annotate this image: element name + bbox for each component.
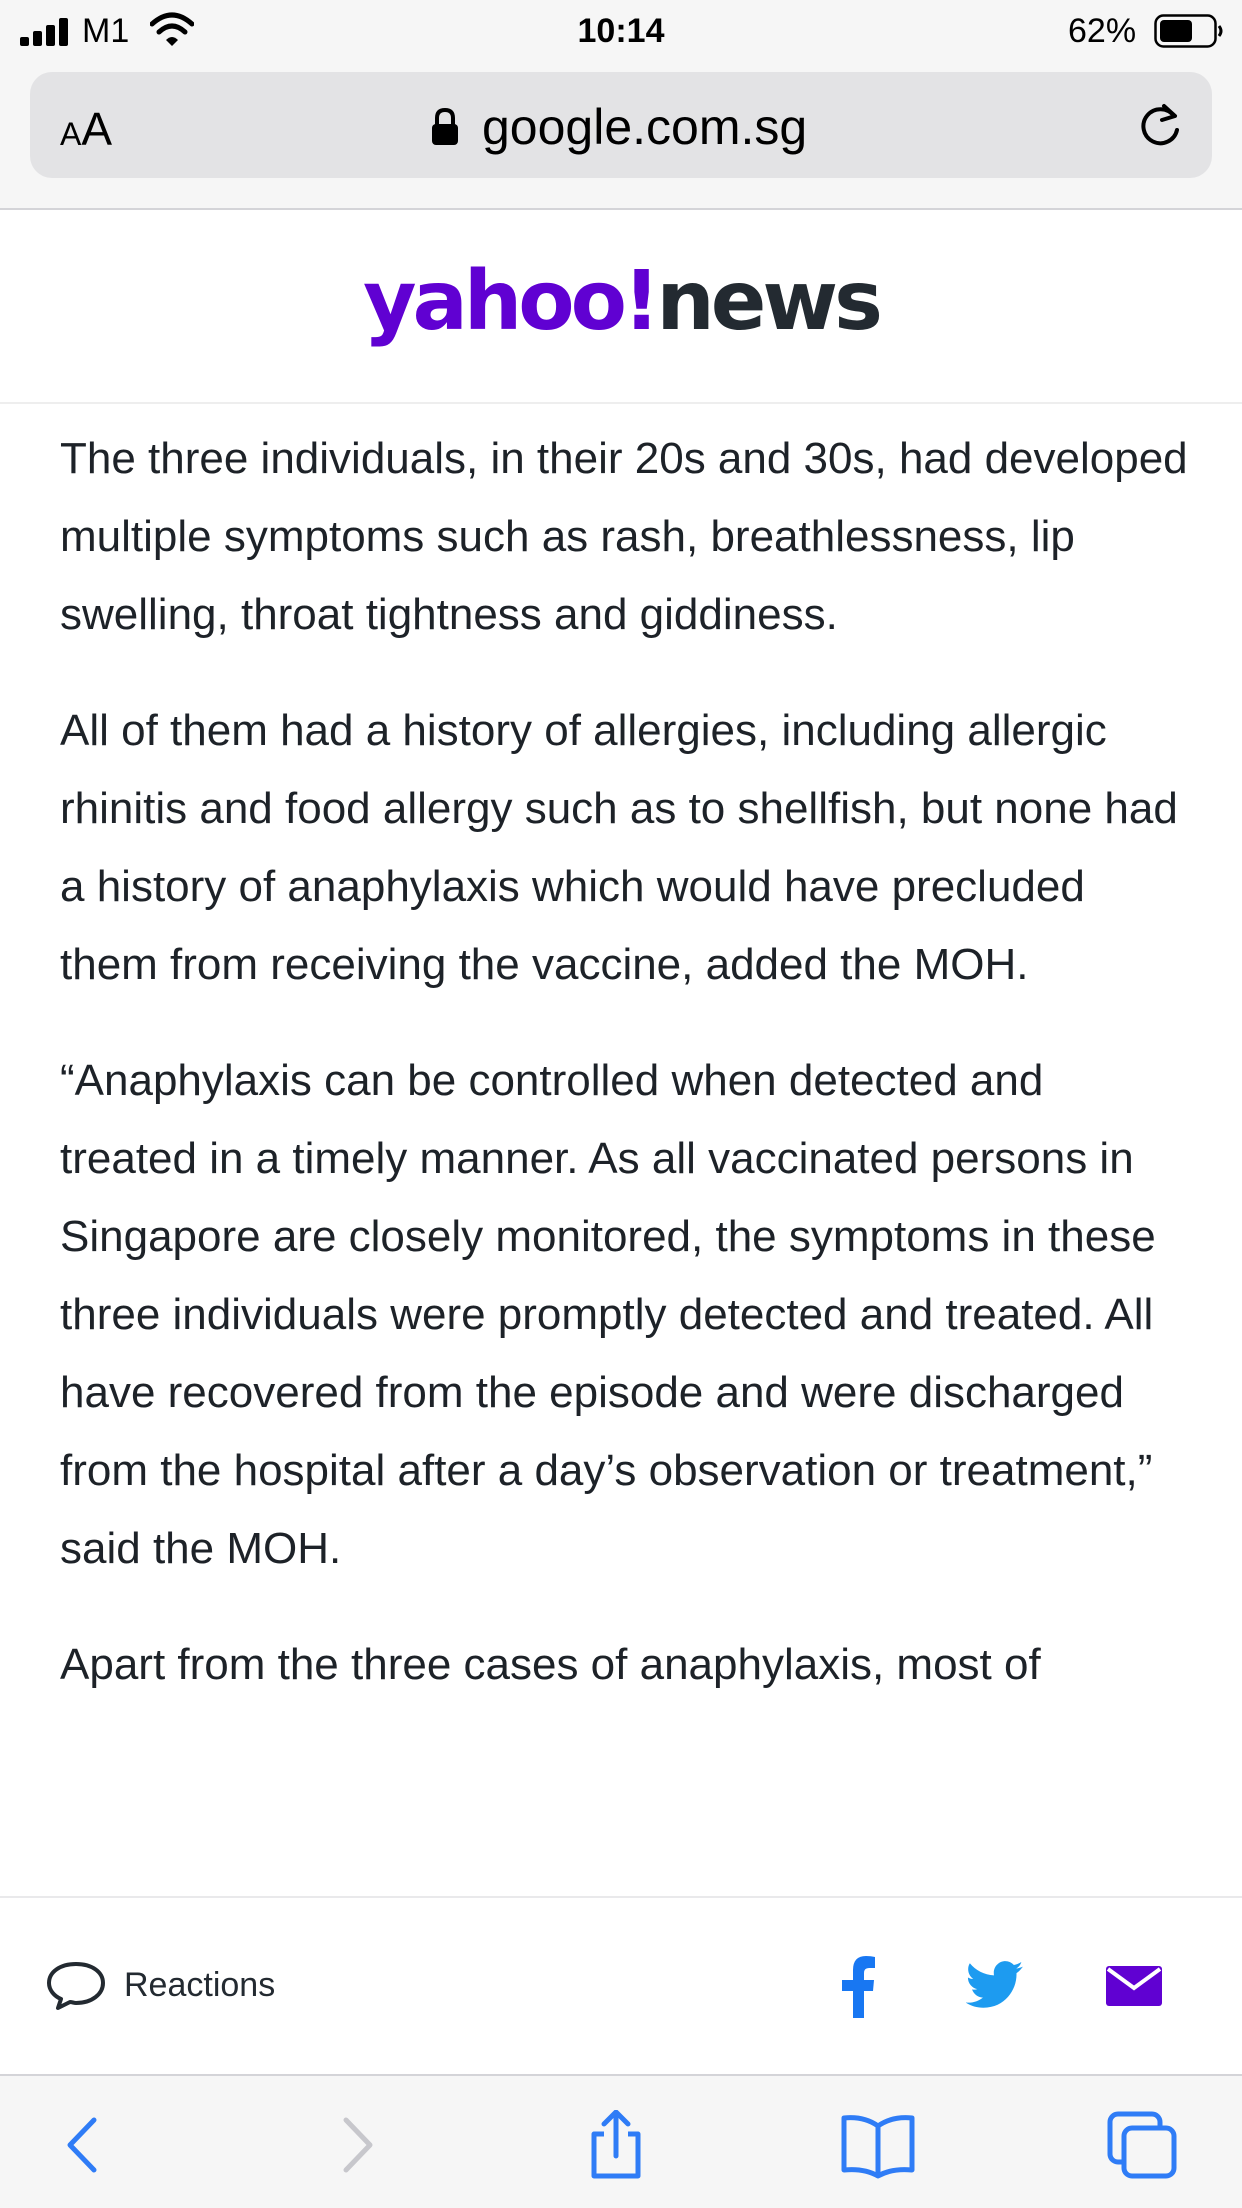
article-paragraph: Apart from the three cases of anaphylaxis, most of [60, 1640, 1041, 1689]
article-paragraph: All of them had a history of allergies, including allergic rhinitis and food allergy such as to shellfish, but none had a history of anaphylaxis which would have precluded them from receiving the vaccine, added the MOH. [60, 706, 1178, 989]
battery-icon [1154, 14, 1224, 48]
yahoo-news-logo[interactable]: yahoo!news [363, 254, 879, 349]
status-time: 10:14 [577, 12, 665, 50]
share-icon[interactable] [576, 2110, 656, 2180]
article-body [60, 420, 1190, 1895]
reactions-button[interactable]: Reactions [124, 1966, 276, 2004]
browser-toolbar [0, 2074, 1242, 2208]
facebook-icon[interactable] [838, 1956, 878, 2018]
site-header [0, 212, 1242, 404]
browser-address-area [0, 62, 1242, 210]
tabs-icon[interactable] [1102, 2110, 1182, 2180]
reload-icon[interactable] [1134, 100, 1186, 152]
forward-icon [316, 2110, 396, 2180]
url-text[interactable]: google.com.sg [482, 99, 808, 155]
carrier-name: M1 [82, 12, 130, 50]
bookmarks-icon[interactable] [838, 2110, 918, 2180]
back-icon[interactable] [44, 2110, 124, 2180]
lock-icon [430, 107, 460, 147]
article-paragraph: The three individuals, in their 20s and 30s, had developed multiple symptoms such as rash, breathlessness, lip swelling, throat tightness and giddiness. [60, 434, 1188, 639]
mail-icon[interactable] [1106, 1966, 1162, 2006]
text-size-button[interactable]: AA [60, 103, 113, 155]
share-bar [0, 1896, 1242, 2074]
address-bar[interactable] [30, 72, 1212, 178]
comment-icon[interactable] [46, 1960, 106, 2012]
battery-percent: 62% [1068, 12, 1137, 50]
article-paragraph: “Anaphylaxis can be controlled when detected and treated in a timely manner. As all vaccinated persons in Singapore are closely monitored, the symptoms in these three individuals were promptly detected and treated. All have recovered from the episode and were discharged from the hospital after a day’s observation or treatment,” said the MOH. [60, 1056, 1156, 1573]
twitter-icon[interactable] [966, 1960, 1024, 2010]
status-bar [0, 0, 1242, 62]
